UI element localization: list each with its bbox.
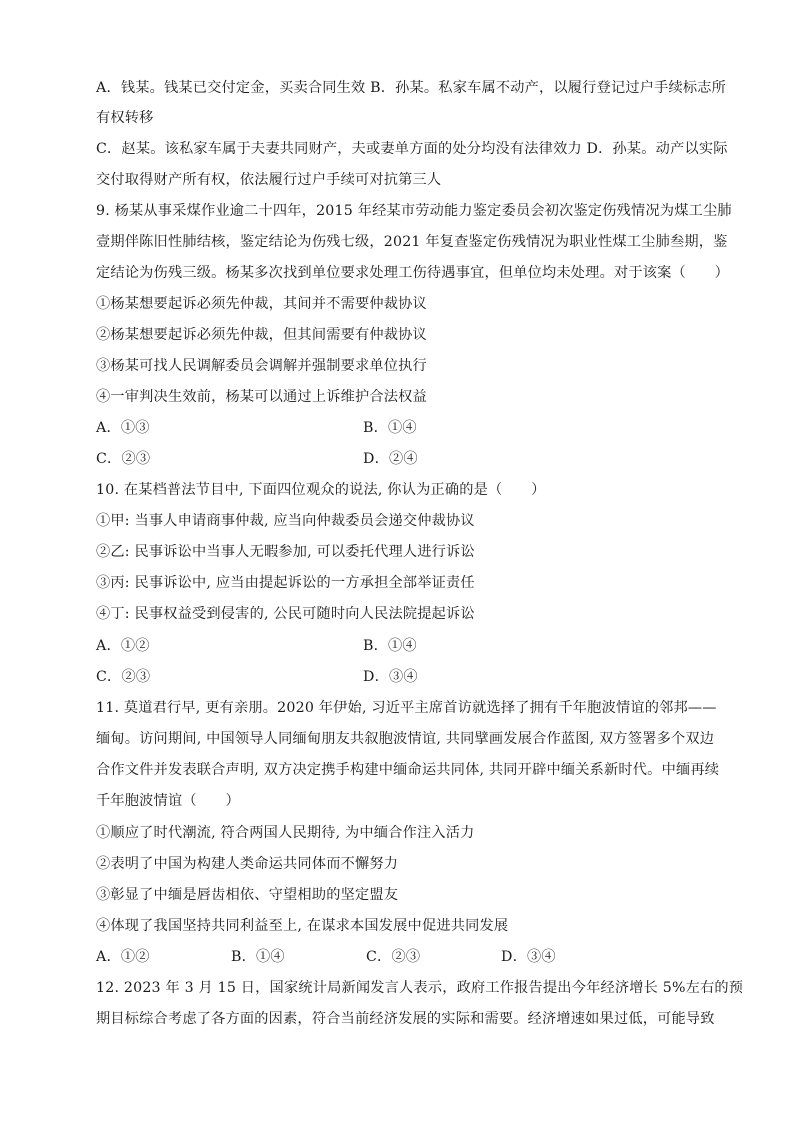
q11-statement-3: ③彰显了中缅是唇齿相依、守望相助的坚定盟友 bbox=[96, 887, 399, 903]
q10-option-b: B．①④ bbox=[363, 638, 417, 654]
q9-option-b: B．①④ bbox=[363, 420, 417, 436]
q11-statement-2: ②表明了中国为构建人类命运共同体而不懈努力 bbox=[96, 856, 399, 872]
q9-statement-2: ②杨某想要起诉必须先仲裁，但其间需要有仲裁协议 bbox=[96, 327, 427, 343]
q8-line-3: C．赵某。该私家车属于夫妻共同财产，夫或妻单方面的处分均没有法律效力 D．孙某。动产以实际 bbox=[96, 141, 728, 157]
q10-option-c: C．②③ bbox=[96, 669, 151, 685]
q10-statement-4: ④丁: 民事权益受到侵害的, 公民可随时向人民法院提起诉讼 bbox=[96, 606, 475, 622]
q9-statement-1: ①杨某想要起诉必须先仲裁，其间并不需要仲裁协议 bbox=[96, 296, 427, 312]
q10-option-a: A．①② bbox=[96, 638, 150, 654]
q12-stem-1: 12. 2023 年 3 月 15 日，国家统计局新闻发言人表示，政府工作报告提出今年经济增长 5%左右的预 bbox=[96, 980, 744, 996]
q9-stem-2: 壹期伴陈旧性肺结核，鉴定结论为伤残七级，2021 年复查鉴定伤残情况为职业性煤工尘肺叁期，鉴 bbox=[96, 234, 728, 250]
q9-option-a: A．①③ bbox=[96, 420, 150, 436]
q9-options-row-2 bbox=[96, 449, 706, 469]
q9-options-row-1 bbox=[96, 418, 706, 438]
q11-statement-4: ④体现了我国坚持共同利益至上, 在谋求本国发展中促进共同发展 bbox=[96, 918, 509, 934]
q10-statement-2: ②乙: 民事诉讼中当事人无暇参加, 可以委托代理人进行诉讼 bbox=[96, 544, 475, 560]
q12-stem-2: 期目标综合考虑了各方面的因素，符合当前经济发展的实际和需要。经济增速如果过低，可能导致 bbox=[96, 1011, 715, 1027]
q11-option-c: C．②③ bbox=[366, 949, 421, 965]
q10-statement-1: ①甲: 当事人申请商事仲裁, 应当向仲裁委员会递交仲裁协议 bbox=[96, 513, 475, 529]
q10-statement-3: ③丙: 民事诉讼中, 应当由提起诉讼的一方承担全部举证责任 bbox=[96, 575, 475, 591]
q9-option-d: D．②④ bbox=[363, 451, 418, 467]
q11-stem-3: 合作文件并发表联合声明, 双方决定携手构建中缅命运共同体, 共同开辟中缅关系新时代。中缅再续 bbox=[96, 762, 720, 778]
q9-statement-3: ③杨某可找人民调解委员会调解并强制要求单位执行 bbox=[96, 358, 427, 374]
q8-line-4: 交付取得财产所有权，依法履行过户手续可对抗第三人 bbox=[96, 172, 442, 188]
q8-line-1: A．钱某。钱某已交付定金，买卖合同生效 B．孙某。私家车属不动产，以履行登记过户手续标志所 bbox=[96, 80, 727, 96]
q11-stem-2: 缅甸。访问期间, 中国领导人同缅甸朋友共叙胞波情谊, 共同擘画发展合作蓝图, 双方签署多个双边 bbox=[96, 731, 715, 747]
q11-option-d: D．③④ bbox=[501, 949, 556, 965]
q11-option-a: A．①② bbox=[96, 949, 150, 965]
q11-stem-4: 千年胞波情谊（ ） bbox=[96, 793, 240, 809]
q10-stem-1: 10. 在某档普法节目中, 下面四位观众的说法, 你认为正确的是（ ） bbox=[96, 482, 546, 498]
q9-statement-4: ④一审判决生效前，杨某可以通过上诉维护合法权益 bbox=[96, 389, 427, 405]
q10-options-row-1 bbox=[96, 636, 706, 656]
q11-options-row bbox=[96, 947, 706, 967]
q11-stem-1: 11. 莫道君行早, 更有亲朋。2020 年伊始, 习近平主席首访就选择了拥有千年胞波情谊的邻邦—— bbox=[96, 700, 717, 716]
q8-line-2: 有权转移 bbox=[96, 110, 154, 126]
q10-options-row-2 bbox=[96, 667, 706, 687]
q9-stem-1: 9. 杨某从事采煤作业逾二十四年，2015 年经某市劳动能力鉴定委员会初次鉴定伤残情况为煤工尘肺 bbox=[96, 203, 732, 219]
q11-statement-1: ①顺应了时代潮流, 符合两国人民期待, 为中缅合作注入活力 bbox=[96, 825, 475, 841]
q9-stem-3: 定结论为伤残三级。杨某多次找到单位要求处理工伤待遇事宜，但单位均未处理。对于该案（ ） bbox=[96, 265, 730, 281]
q9-option-c: C．②③ bbox=[96, 451, 151, 467]
q11-option-b: B．①④ bbox=[231, 949, 285, 965]
q10-option-d: D．③④ bbox=[363, 669, 418, 685]
